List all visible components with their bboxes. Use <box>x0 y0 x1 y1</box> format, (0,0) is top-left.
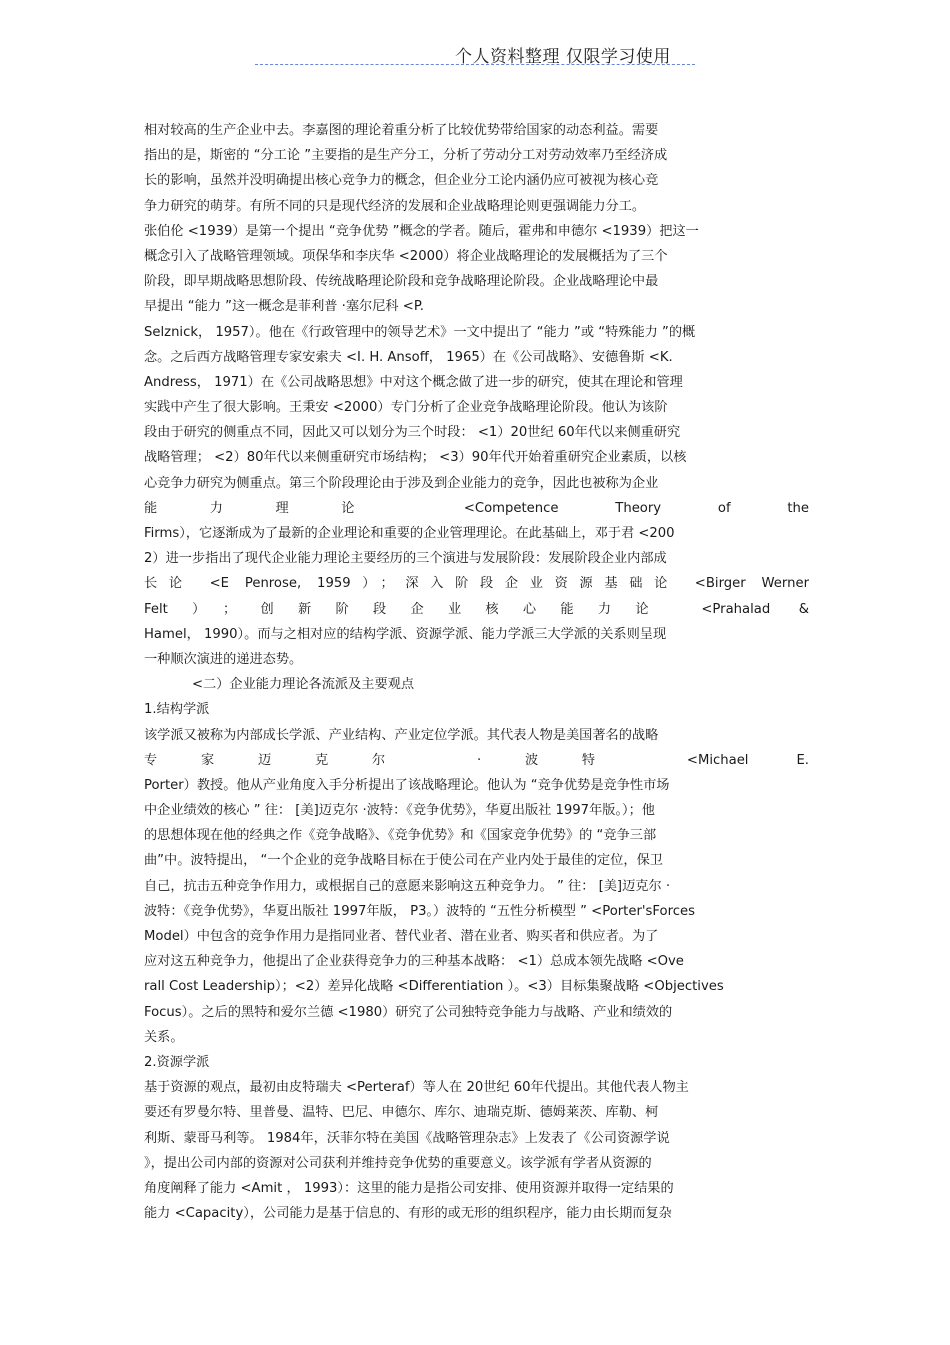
text-line: 应对这五种竞争力，他提出了企业获得竞争力的三种基本战略： <1）总成本领先战略 <Ove <box>144 954 684 970</box>
page-header: 个人资料整理 仅限学习使用 <box>455 47 671 67</box>
text-line: 战略管理； <2）80年代以来侧重研究市场结构； <3）90年代开始着重研究企业素质，以核 <box>144 450 687 466</box>
text-line: Firms），它逐渐成为了最新的企业理论和重要的企业管理理论。在此基础上，邓于君 <200 <box>144 526 675 541</box>
text-line: Andress， 1971）在《公司战略思想》中对这个概念做了进一步的研究，使其在理论和管理 <box>144 374 683 390</box>
text-line: 2.资源学派 <box>144 1054 210 1070</box>
text-line: 1.结构学派 <box>144 702 210 718</box>
text-line: 早提出 “能力 ”这一概念是菲利普 ·塞尔尼科 <P. <box>144 299 424 315</box>
text-line: rall Cost Leadership）；<2）差异化战略 <Differentiation ）。<3）目标集聚战略 <Objectives <box>144 979 724 995</box>
text-line: 该学派又被称为内部成长学派、产业结构、产业定位学派。其代表人物是美国著名的战略 <box>144 727 659 743</box>
text-line: Model）中包含的竞争作用力是指同业者、替代业者、潜在业者、购买者和供应者。为了 <box>144 929 659 944</box>
text-line: 张伯伦 <1939）是第一个提出 “竞争优势 ”概念的学者。随后，霍弗和申德尔 <1939）把这一 <box>144 223 699 239</box>
text-line: <二）企业能力理论各流派及主要观点 <box>192 677 415 693</box>
text-line: 相对较高的生产企业中去。李嘉图的理论着重分析了比较优势带给国家的动态利益。需要 <box>144 123 659 138</box>
text-line: 心竞争力研究为侧重点。第三个阶段理论由于涉及到企业能力的竞争，因此也被称为企业 <box>144 475 659 491</box>
text-line: 实践中产生了很大影响。王秉安 <2000）专门分析了企业竞争战略理论阶段。他认为该阶 <box>144 400 668 416</box>
text-line: 念。之后西方战略管理专家安索夫 <I. H. Ansoff， 1965）在《公司战略》、安德鲁斯 <K. <box>144 349 673 365</box>
text-line: Felt）；创新阶段企业核心能力论 <Prahalad & <box>144 601 809 617</box>
text-line: 中企业绩效的核心 ” 往： [美]迈克尔 ·波特：《竞争优势》，华夏出版社 1997年版。）；他 <box>144 803 655 819</box>
text-line: 角度阐释了能力 <Amit ， 1993）：这里的能力是指公司安排、使用资源并取得一定结果的 <box>144 1180 674 1196</box>
text-line: 指出的是，斯密的 “分工论 ”主要指的是生产分工，分析了劳动分工对劳动效率乃至经济成 <box>144 148 668 164</box>
text-line: 自己，抗击五种竞争作用力，或根据自己的意愿来影响这五种竞争力。 ” 往： [美]迈克尔 · <box>144 878 671 894</box>
text-line: 利斯、蒙哥马利等。 1984年，沃菲尔特在美国《战略管理杂志》上发表了《公司资源学说 <box>144 1130 670 1146</box>
text-line: 的思想体现在他的经典之作《竞争战略》、《竞争优势》和《国家竞争优势》的 “竞争三部 <box>144 828 657 844</box>
text-line: 长论 <E Penrose, 1959）；深入阶段企业资源基础论 <Birger Werner <box>144 576 809 592</box>
text-line: 专家迈克尔 ·波特 <Michael E. <box>144 752 809 768</box>
text-line: Porter）教授。他从产业角度入手分析提出了该战略理论。他认为 “竞争优势是竞争性市场 <box>144 777 670 793</box>
text-line: 争力研究的萌芽。有所不同的只是现代经济的发展和企业战略理论则更强调能力分工。 <box>144 198 646 214</box>
text-line: Selznick， 1957）。他在《行政管理中的领导艺术》一文中提出了 “能力 ”或 “特殊能力 ”的概 <box>144 324 696 340</box>
text-line: 阶段，即早期战略思想阶段、传统战略理论阶段和竞争战略理论阶段。企业战略理论中最 <box>144 274 659 290</box>
text-line: 段由于研究的侧重点不同，因此又可以划分为三个时段： <1）20世纪 60年代以来侧重研究 <box>144 425 681 441</box>
text-line: 基于资源的观点，最初由皮特瑞夫 <Perteraf）等人在 20世纪 60年代提出。其他代表人物主 <box>144 1080 689 1096</box>
text-line: 关系。 <box>144 1029 184 1045</box>
text-line: 曲”中。波特提出， “一个企业的竞争战略目标在于使公司在产业内处于最佳的定位，保卫 <box>144 853 663 869</box>
text-line: 一种顺次演进的递进态势。 <box>144 651 303 667</box>
text-line: 波特：《竞争优势》，华夏出版社 1997年版， P3。）波特的 “五性分析模型 ” <Porter'sForces <box>144 903 695 919</box>
document-body <box>144 118 809 1226</box>
text-line: 长的影响，虽然并没明确提出核心竞争力的概念，但企业分工论内涵仍应可被视为核心竞 <box>144 173 659 189</box>
header-divider <box>255 64 695 65</box>
text-line: Focus）。之后的黑特和爱尔兰德 <1980）研究了公司独特竞争能力与战略、产业和绩效的 <box>144 1004 673 1020</box>
text-line: Hamel， 1990）。而与之相对应的结构学派、资源学派、能力学派三大学派的关系则呈现 <box>144 626 667 642</box>
text-line: 能力理论 <Competence Theory of the <box>144 500 809 516</box>
text-line: 能力 <Capacity），公司能力是基于信息的、有形的或无形的组织程序，能力由长期而复杂 <box>144 1206 672 1222</box>
text-line: 概念引入了战略管理领域。项保华和李庆华 <2000）将企业战略理论的发展概括为了三个 <box>144 248 668 264</box>
text-line: 》，提出公司内部的资源对公司获利并维持竞争优势的重要意义。该学派有学者从资源的 <box>144 1155 652 1171</box>
text-line: 2）进一步指出了现代企业能力理论主要经历的三个演进与发展阶段：发展阶段企业内部成 <box>144 551 667 567</box>
text-line: 要还有罗曼尔特、里普曼、温特、巴尼、申德尔、库尔、迪瑞克斯、德姆莱茨、库勒、柯 <box>144 1105 659 1121</box>
